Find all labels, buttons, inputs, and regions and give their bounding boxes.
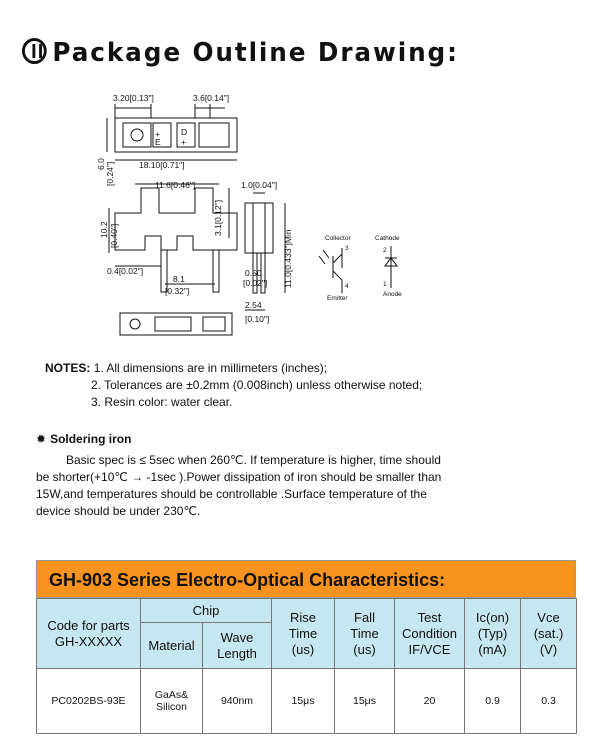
header-test-condition (395, 599, 465, 669)
cell-code: PC0202BS-93E (37, 669, 141, 734)
mark-plus-2: + (181, 137, 186, 147)
cell-vce: 0.3 (521, 669, 577, 734)
cell-fall: 15μs (335, 669, 395, 734)
header-vce-line-1: Vce (537, 609, 560, 625)
notes-block (45, 360, 422, 411)
soldering-heading-text: Soldering iron (50, 432, 132, 446)
soldering-line-4: device should be under 230℃. (36, 504, 201, 518)
header-ic-line-3: (mA) (478, 641, 507, 657)
dim-0-24: [0.24"] (105, 161, 115, 186)
header-material: Material (141, 623, 203, 669)
characteristics-table-section (36, 560, 576, 734)
anode-label: Anode (383, 291, 402, 298)
pin-1-label: 1 (383, 281, 387, 288)
top-view-hole-left (131, 129, 143, 141)
dim-10-2: 10.2 (99, 221, 109, 238)
table-title: GH-903 Series Electro-Optical Characteristics: (36, 560, 576, 598)
cell-test: 20 (395, 669, 465, 734)
dim-6-0: 6.0 (96, 158, 106, 170)
header-fall-line-1: Fall (354, 609, 375, 625)
dim-8-1: 8.1 (173, 274, 185, 284)
header-fall-line-2: Time (350, 625, 379, 641)
header-rise-line-2: Time (288, 625, 318, 641)
dim-0-50: 0.50 (245, 268, 262, 278)
header-code-line-2: GH-XXXXX (54, 633, 123, 649)
pin-2-label: 2 (383, 247, 387, 254)
header-ic-line-1: Ic(on) (475, 609, 510, 625)
emitter-label: Emitter (327, 295, 348, 302)
header-code (37, 599, 141, 669)
cell-material-line-2: Silicon (156, 701, 187, 713)
page-title (22, 38, 459, 68)
side-view-body (245, 203, 273, 253)
top-view-left-cell (123, 123, 151, 147)
circle-bullet-icon (22, 38, 47, 64)
dim-3-20: 3.20[0.13"] (113, 93, 154, 103)
note-1: 1. All dimensions are in millimeters (inches); (93, 361, 328, 375)
pin-3-label: 3 (345, 245, 349, 252)
cell-wave: 940nm (203, 669, 272, 734)
characteristics-table (36, 598, 577, 734)
flower-bullet-icon: ✹ (36, 432, 47, 446)
header-wave-line-1: Wave (220, 629, 254, 645)
dim-2-54: 2.54 (245, 300, 262, 310)
collector-label: Collector (325, 235, 351, 242)
cathode-label: Cathode (375, 235, 400, 242)
header-wave-length (203, 623, 272, 669)
soldering-paragraph (36, 452, 476, 520)
front-view-lead-right (213, 250, 219, 292)
header-vce-sat (521, 599, 577, 669)
cell-material (141, 669, 203, 734)
note-2: 2. Tolerances are ±0.2mm (0.008inch) unless otherwise noted; (91, 378, 423, 392)
header-test-line-2: Condition (402, 625, 457, 641)
header-rise-line-1: Rise (289, 609, 316, 625)
dim-3-6: 3.6[0.14"] (193, 93, 230, 103)
title-text: Package Outline Drawing: (52, 38, 459, 68)
pin-4-label: 4 (345, 283, 349, 290)
cell-rise: 15μs (272, 669, 335, 734)
note-3: 3. Resin color: water clear. (91, 395, 233, 409)
header-test-line-1: Test (417, 609, 442, 625)
header-rise-line-3: (us) (291, 641, 315, 657)
dim-11-6: 11.6[0.46"] (155, 180, 196, 190)
header-code-line-1: Code for parts (47, 617, 130, 633)
mark-d: D (181, 127, 188, 137)
mark-plus: + (155, 129, 160, 139)
dim-18-10: 18.10[0.71"] (139, 160, 185, 170)
mark-e: E (155, 137, 161, 147)
soldering-line-2: be shorter(+10℃ → -1sec ).Power dissipation of iron should be smaller than (36, 470, 442, 484)
dim-3-1: 3.1[0.12"] (213, 199, 223, 236)
table-row (37, 669, 577, 734)
header-chip: Chip (141, 599, 272, 623)
header-fall-line-3: (us) (353, 641, 376, 657)
soldering-line-3: 15W,and temperatures should be controllable .Surface temperature of the (36, 487, 427, 501)
package-outline-drawing (95, 88, 425, 338)
dim-0-4: 0.4[0.02"] (107, 266, 144, 276)
dim-11-0: 11.0[0.433"]Min (283, 229, 293, 288)
notes-label: NOTES: (45, 361, 91, 375)
dim-0-32: [0.32"] (165, 286, 190, 296)
header-ic-line-2: (Typ) (477, 625, 508, 641)
dim-0-40: [0.40"] (109, 223, 119, 248)
header-vce-line-2: (sat.) (533, 625, 564, 641)
bottom-view-body (120, 313, 232, 335)
header-vce-line-3: (V) (539, 641, 558, 657)
header-wave-line-2: Length (217, 645, 257, 661)
dim-0-02: [0.02"] (243, 278, 268, 288)
dim-1-0: 1.0[0.04"] (241, 180, 278, 190)
header-ic-on (465, 599, 521, 669)
soldering-heading (36, 432, 131, 446)
cell-ic: 0.9 (465, 669, 521, 734)
header-test-line-3: IF/VCE (408, 641, 451, 657)
soldering-line-1: Basic spec is ≤ 5sec when 260℃. If temperature is higher, time should (66, 453, 441, 467)
dim-0-10: [0.10"] (245, 314, 270, 324)
cell-material-line-1: GaAs& (154, 689, 189, 701)
header-fall-time (335, 599, 395, 669)
header-rise-time (272, 599, 335, 669)
